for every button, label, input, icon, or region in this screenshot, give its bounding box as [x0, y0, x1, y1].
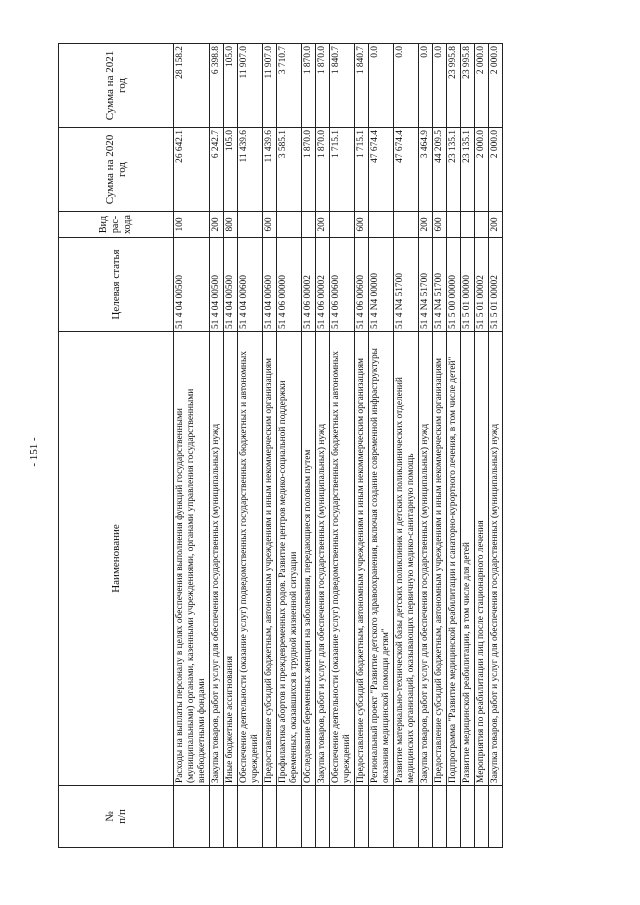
row-number [210, 786, 224, 848]
page-number: - 151 - [28, 437, 40, 467]
row-number [355, 786, 369, 848]
row-sum-2021: 1 840.7 [355, 44, 369, 128]
table-row [238, 44, 263, 848]
header-type: Вид рас-хода [59, 212, 174, 238]
row-number [447, 786, 461, 848]
row-expense-type [302, 212, 316, 238]
table-row [330, 44, 355, 848]
table-row [433, 44, 447, 848]
row-name: Предоставление субсидий бюджетным, автономным учреждениям и иным некоммерческим организациям [263, 332, 277, 786]
row-sum-2020: 2 000.0 [475, 128, 489, 212]
row-name: Обеспечение деятельности (оказание услуг) подведомственных государственных бюджетных и автономных учреждений [330, 332, 355, 786]
row-name: Предоставление субсидий бюджетным, автономным учреждениям и иным некоммерческим организациям [433, 332, 447, 786]
row-sum-2020: 23 135.1 [447, 128, 461, 212]
row-sum-2020: 6 242.7 [210, 128, 224, 212]
row-sum-2021: 105.0 [224, 44, 238, 128]
row-sum-2021: 6 398.8 [210, 44, 224, 128]
row-sum-2021: 2 000.0 [475, 44, 489, 128]
row-sum-2020: 1 870.0 [302, 128, 316, 212]
row-number [419, 786, 433, 848]
row-expense-type [475, 212, 489, 238]
row-sum-2020: 11 439.6 [238, 128, 263, 212]
row-sum-2020: 1 715.1 [355, 128, 369, 212]
row-article: 51 4 06 00000 [277, 238, 302, 332]
row-article: 51 4 N4 51700 [419, 238, 433, 332]
row-expense-type: 800 [224, 212, 238, 238]
row-article: 51 4 N4 51700 [394, 238, 419, 332]
table-row [302, 44, 316, 848]
row-number [277, 786, 302, 848]
table-row [263, 44, 277, 848]
row-name: Закупка товаров, работ и услуг для обеспечения государственных (муниципальных) нужд [419, 332, 433, 786]
row-name: Развитие материально-технической базы детских поликлиник и детских поликлинических отделений медицинских организаций, оказывающих первичную медико-санитарную помощь [394, 332, 419, 786]
row-name: Закупка товаров, работ и услуг для обеспечения государственных (муниципальных) нужд [316, 332, 330, 786]
budget-table-rotated [58, 44, 610, 848]
row-name: Закупка товаров, работ и услуг для обеспечения государственных (муниципальных) нужд [489, 332, 503, 786]
row-article: 51 4 04 00500 [210, 238, 224, 332]
budget-table [58, 43, 503, 848]
row-sum-2020: 3 585.1 [277, 128, 302, 212]
row-name: Предоставление субсидий бюджетным, автономным учреждениям и иным некоммерческим организациям [355, 332, 369, 786]
row-sum-2021: 11 907.0 [238, 44, 263, 128]
table-row [355, 44, 369, 848]
row-expense-type: 200 [316, 212, 330, 238]
table-row [224, 44, 238, 848]
row-article: 51 5 01 00002 [475, 238, 489, 332]
row-sum-2021: 0.0 [369, 44, 394, 128]
row-number [489, 786, 503, 848]
row-article: 51 4 04 00600 [263, 238, 277, 332]
row-name: Развитие медицинской реабилитации, в том числе для детей [461, 332, 475, 786]
row-expense-type [461, 212, 475, 238]
row-number [316, 786, 330, 848]
row-article: 51 5 01 00002 [489, 238, 503, 332]
row-sum-2021: 2 000.0 [489, 44, 503, 128]
row-sum-2020: 47 674.4 [394, 128, 419, 212]
row-expense-type [277, 212, 302, 238]
row-expense-type [394, 212, 419, 238]
row-expense-type [447, 212, 461, 238]
table-row [277, 44, 302, 848]
row-sum-2020: 23 135.1 [461, 128, 475, 212]
row-number [263, 786, 277, 848]
row-number [330, 786, 355, 848]
row-sum-2021: 1 870.0 [302, 44, 316, 128]
row-sum-2021: 0.0 [394, 44, 419, 128]
row-expense-type: 100 [174, 212, 210, 238]
row-sum-2021: 3 710.7 [277, 44, 302, 128]
row-sum-2021: 11 907.0 [263, 44, 277, 128]
table-row [316, 44, 330, 848]
row-sum-2020: 47 674.4 [369, 128, 394, 212]
row-expense-type: 600 [355, 212, 369, 238]
row-sum-2021: 1 870.0 [316, 44, 330, 128]
row-name: Закупка товаров, работ и услуг для обеспечения государственных (муниципальных) нужд [210, 332, 224, 786]
row-article: 51 4 06 00600 [355, 238, 369, 332]
header-num: № п/п [59, 786, 174, 848]
row-article: 51 4 N4 51700 [433, 238, 447, 332]
table-row [369, 44, 394, 848]
header-2021: Сумма на 2021 год [59, 44, 174, 128]
row-sum-2020: 1 870.0 [316, 128, 330, 212]
row-number [394, 786, 419, 848]
row-sum-2021: 28 158.2 [174, 44, 210, 128]
row-number [224, 786, 238, 848]
row-name: Региональный проект "Развитие детского здравоохранения, включая создание современной инфраструктуры оказания медицинской помощи детям" [369, 332, 394, 786]
row-article: 51 4 N4 00000 [369, 238, 394, 332]
table-row [210, 44, 224, 848]
row-sum-2020: 2 000.0 [489, 128, 503, 212]
row-sum-2021: 0.0 [419, 44, 433, 128]
row-expense-type [330, 212, 355, 238]
row-article: 51 5 01 00000 [461, 238, 475, 332]
table-row [489, 44, 503, 848]
table-row [447, 44, 461, 848]
row-name: Профилактика абортов и преждевременных родов. Развитие центров медико-социальной поддержки беременных, оказавшихся в трудной жизненной ситуации [277, 332, 302, 786]
table-row [174, 44, 210, 848]
row-sum-2021: 1 840.7 [330, 44, 355, 128]
row-sum-2020: 3 464.9 [419, 128, 433, 212]
row-expense-type [369, 212, 394, 238]
row-number [433, 786, 447, 848]
row-article: 51 4 04 00500 [174, 238, 210, 332]
row-sum-2021: 0.0 [433, 44, 447, 128]
row-sum-2020: 26 642.1 [174, 128, 210, 212]
row-number [174, 786, 210, 848]
row-article: 51 4 06 00002 [302, 238, 316, 332]
header-2020: Сумма на 2020 год [59, 128, 174, 212]
table-row [461, 44, 475, 848]
row-name: Обеспечение деятельности (оказание услуг) подведомственных государственных бюджетных и автономных учреждений [238, 332, 263, 786]
row-name: Обследование беременных женщин на заболевания, передающиеся половым путем [302, 332, 316, 786]
row-article: 51 4 06 00600 [330, 238, 355, 332]
row-number [302, 786, 316, 848]
table-row [475, 44, 489, 848]
row-name: Мероприятия по реабилитации лиц после стационарного лечения [475, 332, 489, 786]
header-name: Наименование [59, 332, 174, 786]
row-expense-type: 200 [489, 212, 503, 238]
row-sum-2021: 23 995.8 [461, 44, 475, 128]
row-expense-type: 600 [263, 212, 277, 238]
row-sum-2021: 23 995.8 [447, 44, 461, 128]
row-number [238, 786, 263, 848]
row-article: 51 4 04 00600 [238, 238, 263, 332]
row-name: Расходы на выплаты персоналу в целях обеспечения выполнения функций государственными (муниципальными) органами, казенными учреждениями, органами управления государственными внебюджетными фондами [174, 332, 210, 786]
row-sum-2020: 105.0 [224, 128, 238, 212]
row-expense-type: 600 [433, 212, 447, 238]
row-expense-type: 200 [419, 212, 433, 238]
row-number [369, 786, 394, 848]
row-article: 51 5 00 00000 [447, 238, 461, 332]
header-article: Целевая статья [59, 238, 174, 332]
row-expense-type [238, 212, 263, 238]
table-row [394, 44, 419, 848]
row-sum-2020: 11 439.6 [263, 128, 277, 212]
row-sum-2020: 1 715.1 [330, 128, 355, 212]
table-header-row [59, 44, 174, 848]
row-name: Подпрограмма "Развитие медицинской реабилитации и санаторно-курортного лечения, в том числе детей" [447, 332, 461, 786]
row-number [475, 786, 489, 848]
row-name: Иные бюджетные ассигнования [224, 332, 238, 786]
row-expense-type: 200 [210, 212, 224, 238]
row-number [461, 786, 475, 848]
row-sum-2020: 44 209.5 [433, 128, 447, 212]
row-article: 51 4 06 00002 [316, 238, 330, 332]
table-row [419, 44, 433, 848]
row-article: 51 4 04 00500 [224, 238, 238, 332]
